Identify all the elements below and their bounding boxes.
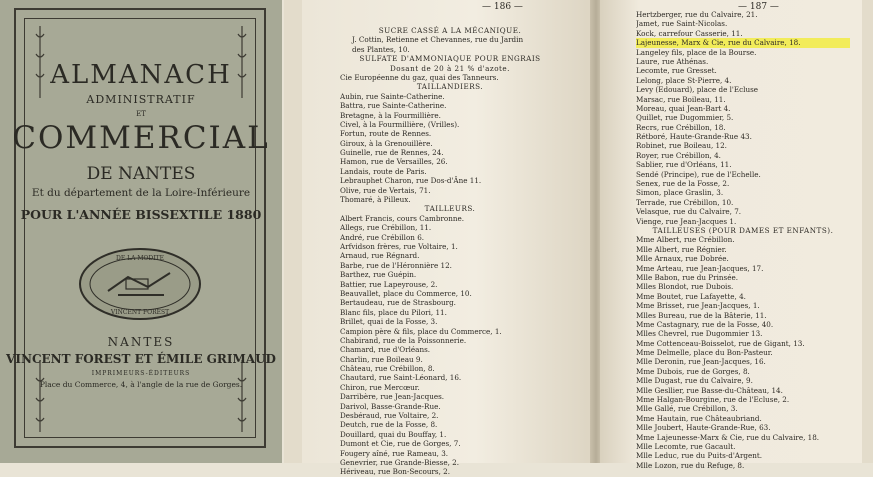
directory-entry: Hériveau, rue Bon-Secours, 2.	[340, 467, 451, 477]
directory-entry: Brillet, quai de la Fosse, 3.	[340, 317, 438, 327]
directory-entry: Aubin, rue Sainte-Catherine.	[340, 91, 445, 101]
directory-entry: Campion père & fils, place du Commerce, 1.	[340, 326, 502, 336]
cover-title-commercial: COMMERCIAL	[12, 120, 270, 156]
left-page-number: — 186 —	[482, 2, 523, 12]
directory-entry: Mlle Albert, rue Régnier.	[636, 244, 727, 254]
directory-entry: Mme Arteau, rue Jean-Jacques, 17.	[636, 263, 764, 273]
directory-entry: Robinet, rue Boileau, 12.	[636, 141, 727, 151]
directory-entry: Jamet, rue Saint-Nicolas.	[636, 19, 728, 29]
cover-address: Place du Commerce, 4, à l'angle de la rue de Gorges.	[39, 380, 243, 389]
directory-entry: Mlles Blondot, rue Dubois.	[636, 282, 734, 292]
right-page-text	[636, 10, 850, 470]
directory-entry: Olive, rue de Vertais, 71.	[340, 185, 431, 195]
directory-entry: Mme Hautain, rue Châteaubriand.	[636, 413, 762, 423]
directory-entry: Barthez, rue Guépin.	[340, 270, 417, 280]
directory-entry: Mme Cottenceau-Boisselot, rue de Gigant, 13.	[636, 338, 805, 348]
directory-entry: Mlle Arnaux, rue Dobrée.	[636, 254, 729, 264]
directory-entry: Mlle Joubert, Haute-Grande-Rue, 63.	[636, 423, 771, 433]
directory-entry: Landais, route de Paris.	[340, 166, 427, 176]
directory-entry: Barbe, rue de l'Héronnière 12.	[340, 260, 452, 270]
directory-entry: Allegs, rue Crébillon, 11.	[340, 223, 432, 233]
directory-entry: Arfvidson frères, rue Voltaire, 1.	[340, 241, 458, 251]
directory-entry: Mlle Deronin, rue Jean-Jacques, 16.	[636, 357, 766, 367]
directory-entry: Darribère, rue Jean-Jacques.	[340, 392, 445, 402]
cover-subtitle: Et du département de la Loire-Inférieure	[31, 187, 251, 199]
directory-entry: Mlle Leduc, rue du Puits-d'Argent.	[636, 451, 763, 461]
directory-entry: Thomaré, à Pilleux.	[340, 195, 411, 205]
cover-title-de-nantes: DE NANTES	[86, 164, 196, 184]
directory-entry: Guinelle, rue de Rennes, 24.	[340, 148, 444, 158]
directory-entry: Mme Halgan-Bourgine, rue de l'Ecluse, 2.	[636, 395, 790, 405]
directory-entry: Mme Delmelle, place du Bon-Pasteur.	[636, 348, 773, 358]
directory-entry: Kock, carrefour Casserie, 11.	[636, 28, 743, 38]
directory-entry: Marsac, rue Boileau, 11.	[636, 94, 726, 104]
directory-entry: Mlle Gallé, rue Crébillon, 3.	[636, 404, 738, 414]
directory-entry: Bertaudeau, rue de Strasbourg.	[340, 298, 456, 308]
cover-printers-role: IMPRIMEURS-ÉDITEURS	[91, 370, 191, 377]
directory-entry: Lajeunesse, Marx & Cie, rue du Calvaire, 18.	[636, 38, 850, 47]
directory-entry: Darivol, Basse-Grande-Rue.	[340, 401, 441, 411]
directory-entry: Sablier, rue d'Orléans, 11.	[636, 160, 732, 170]
directory-entry: Mlle Gesllier, rue Basse-du-Château, 14.	[636, 385, 783, 395]
cover-title-almanach: ALMANACH	[50, 60, 232, 90]
directory-entry: Genevrier, rue Grande-Biesse, 2.	[340, 457, 460, 467]
section-heading: TAILLEUSES (POUR DAMES ET ENFANTS).	[652, 225, 834, 235]
directory-entry: Chiron, rue Mercœur.	[340, 382, 420, 392]
directory-entry: Moreau, quai Jean-Bart 4.	[636, 103, 731, 113]
directory-entry: Arnaud, rue Régnard.	[340, 251, 420, 261]
directory-entry: André, rue Crébillon 6.	[340, 232, 425, 242]
directory-entry: Beauvallet, place du Commerce, 10.	[340, 288, 472, 298]
cover-title-et: ET	[136, 110, 146, 118]
directory-entry: Mlle Babon, rue du Prinsée.	[636, 272, 738, 282]
directory-entry: Mme Lajeunesse-Marx & Cie, rue du Calvaire, 18.	[636, 432, 820, 442]
directory-entry: Battra, rue Sainte-Catherine.	[340, 101, 447, 111]
directory-entry: Mlle Lozon, rue du Refuge, 8.	[636, 460, 745, 470]
directory-entry: Battier, rue Lapeyrouse, 2.	[340, 279, 438, 289]
directory-entry: Mme Boutet, rue Lafayette, 4.	[636, 291, 746, 301]
directory-entry: Civel, à la Fourmillière, (Vrilles).	[340, 119, 460, 129]
cover-city: NANTES	[107, 335, 175, 349]
directory-entry: Rétboré, Haute-Grande-Rue 43.	[636, 132, 752, 142]
directory-entry: Lebrauphet Charon, rue Dos-d'Âne 11.	[340, 176, 482, 186]
directory-entry: Bretagne, à la Fourmillière.	[340, 110, 441, 120]
right-page-number: — 187 —	[738, 2, 779, 12]
directory-entry: Blanc fils, place du Pilori, 11.	[340, 307, 447, 317]
section-heading: TAILLANDIERS.	[416, 82, 484, 92]
directory-entry: Sendé (Principe), rue de l'Echelle.	[636, 169, 761, 179]
directory-entry: Mlle Dugast, rue du Calvaire, 9.	[636, 376, 753, 386]
directory-entry: Chautard, rue Saint-Léonard, 16.	[340, 373, 462, 383]
directory-entry: Vienge, rue Jean-Jacques 1.	[636, 216, 737, 226]
directory-entry: Chamard, rue d'Orléans.	[340, 345, 431, 355]
directory-entry: Mme Brisset, rue Jean-Jacques, 1.	[636, 301, 760, 311]
directory-entry: Lelong, place St-Pierre, 4.	[636, 75, 732, 85]
directory-entry: Mme Castagnary, rue de la Fosse, 40.	[636, 319, 774, 329]
directory-entry: Chabirand, rue de la Poissonnerie.	[340, 335, 467, 345]
seal-bottom-text: VINCENT FOREST	[110, 309, 170, 316]
directory-entry: Simon, place Graslin, 3.	[636, 188, 724, 198]
directory-entry: Fortun, route de Rennes.	[340, 129, 432, 139]
directory-entry: Langeley fils, place de la Bourse.	[636, 47, 757, 57]
directory-entry: Hamon, rue de Versailles, 26.	[340, 157, 448, 167]
directory-entry: Mlles Chevrel, rue Dugommier 13.	[636, 329, 763, 339]
section-heading: Dosant de 20 à 21 % d'azote.	[390, 63, 510, 73]
directory-entry: Laure, rue Athénas.	[636, 56, 709, 66]
directory-entry: Giroux, à la Grenouillère.	[340, 138, 433, 148]
directory-entry: Château, rue Crébillon, 8.	[340, 364, 435, 374]
directory-entry: Fougery aîné, rue Rameau, 3.	[340, 448, 449, 458]
directory-entry: Mme Albert, rue Crébillon.	[636, 235, 735, 245]
directory-entry: Douillard, quai du Bouffay, 1.	[340, 429, 447, 439]
cover-title-administratif: ADMINISTRATIF	[86, 93, 196, 106]
directory-entry: Quillet, rue Dugommier, 5.	[636, 113, 734, 123]
directory-entry: Mme Dubois, rue de Gorges, 8.	[636, 366, 750, 376]
section-heading: TAILLEURS.	[424, 204, 476, 214]
directory-entry: Hertzberger, rue du Calvaire, 21.	[636, 10, 758, 19]
directory-entry: Albert Francis, cours Cambronne.	[340, 213, 465, 223]
directory-entry: Senex, rue de la Fosse, 2.	[636, 179, 730, 189]
cover-year-line: POUR L'ANNÉE BISSEXTILE 1880	[20, 207, 262, 222]
section-heading: SULFATE D'AMMONIAQUE POUR ENGRAIS	[359, 54, 541, 64]
directory-entry: Mlles Bureau, rue de la Bâterie, 11.	[636, 310, 767, 320]
directory-entry: Deutch, rue de la Fosse, 8.	[340, 420, 438, 430]
book-cover	[0, 0, 282, 463]
left-page-text	[340, 26, 560, 477]
directory-entry: Mlle Lecomte, rue Gacault.	[636, 441, 736, 451]
directory-entry: Terrade, rue Crébillon, 10.	[636, 197, 734, 207]
directory-entry: J. Cottin, Retienne et Chevannes, rue du Jardin	[352, 35, 524, 45]
directory-entry: Recrs, rue Crébillon, 18.	[636, 122, 726, 132]
section-heading: SUCRE CASSÉ A LA MÉCANIQUE.	[378, 26, 522, 35]
cover-printers: VINCENT FOREST ET ÉMILE GRIMAUD	[6, 352, 276, 366]
directory-entry: Lecomte, rue Gresset.	[636, 66, 717, 76]
seal-top-text: DE LA MODITE	[116, 255, 164, 262]
directory-entry: Levy (Edouard), place de l'Ecluse	[636, 85, 759, 95]
directory-entry: Dumont et Cie, rue de Gorges, 7.	[340, 439, 461, 449]
directory-entry: Velasque, rue du Calvaire, 7.	[636, 207, 742, 217]
directory-entry: Royer, rue Crébillon, 4.	[636, 150, 721, 160]
directory-entry: des Plantes, 10.	[352, 44, 410, 54]
directory-entry: Charlin, rue Boileau 9.	[340, 354, 423, 364]
directory-entry: Cie Européenne du gaz, quai des Tanneurs.	[340, 72, 499, 82]
directory-entry: Desbéraud, rue Voltaire, 2.	[340, 411, 439, 421]
printer-seal-icon	[78, 247, 202, 321]
